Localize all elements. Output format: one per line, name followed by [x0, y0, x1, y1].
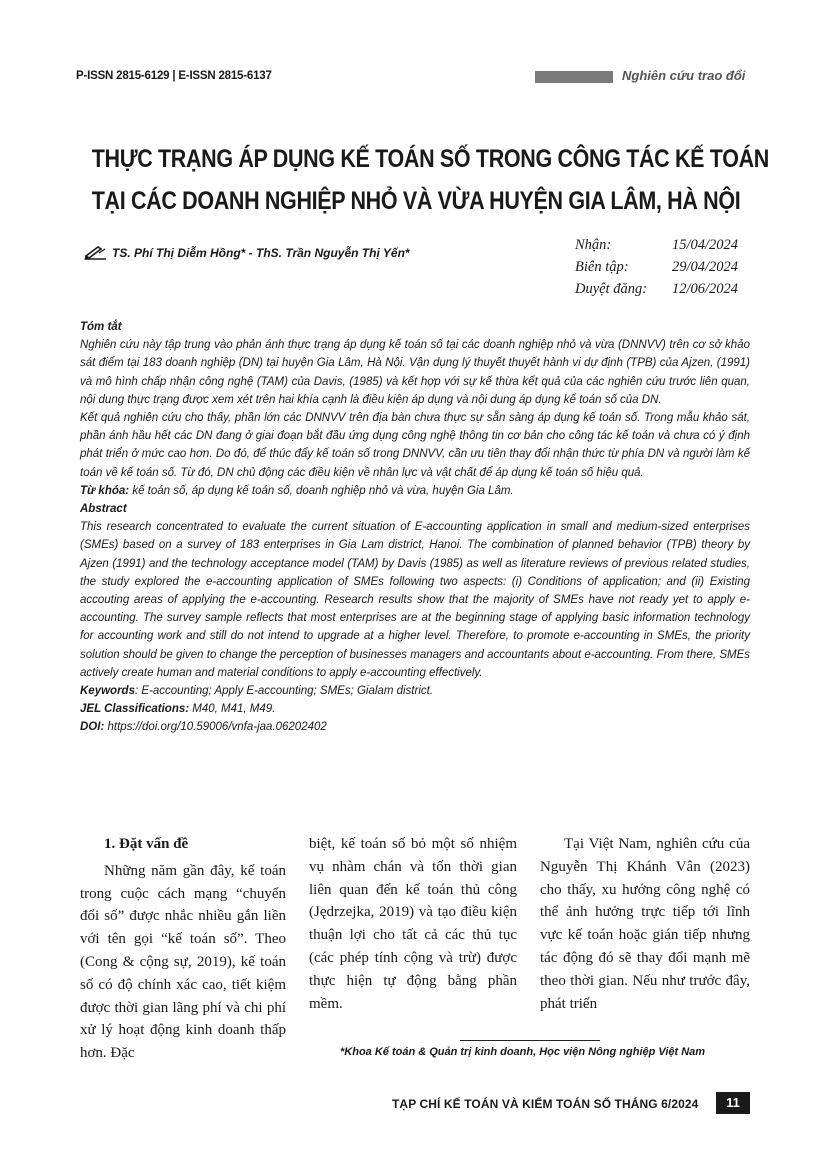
- body-paragraph: biệt, kế toán số bỏ một số nhiệm vụ nhàm chán và tốn thời gian liên quan đến kế toán thủ công (Jędrzejka, 2019) và tạo điều kiện thuận lợi cho tất cả các thủ tục (các phép tính cộng và trừ) được thực hiện tự động bằng phần mềm.: [309, 836, 517, 1012]
- date-label: Nhận:: [575, 237, 612, 253]
- doi-link[interactable]: https://doi.org/10.59006/vnfa-jaa.06202402: [104, 721, 327, 734]
- abstract-en-paragraph: This research concentrated to evaluate the current situation of E-accounting application in small and medium-sized enterprises (SMEs) based on a survey of 183 enterprises in Gia Lam district, Hanoi. The combination of planned behavior (TPB) theory by Ajzen (1991) and the technology acceptance model (TAM) by Davis (1985) as well as literature reviews of previous related studies, the study explored the e-accounting application of SMEs following two aspects: (i) Conditions of application; and (ii) Existing accouting areas of applying the e-accounting. Research results show that the majority of SMEs have not ready yet to apply e-accounting. The survey sample reflects that most enterprises are at the beginning stage of applying basic information technology for accounting work and still do not intend to upgrade at a higher level. Therefore, to promote e-accounting in SMEs, the priority solution should be given to change the perception of businesses managers and accountants about e-accounting. From there, SMEs actively create human and material conditions to apply e-accounting effectively.: [80, 521, 750, 679]
- footnote-divider: [460, 1040, 600, 1041]
- body-paragraph: Tại Việt Nam, nghiên cứu của Nguyễn Thị Khánh Vân (2023) cho thấy, xu hướng công nghệ có thể ảnh hưởng trực tiếp tới lĩnh vực kế toán hoặc gián tiếp nhưng tác động đó sẽ thay đổi mạnh mẽ theo thời gian. Nếu như trước đây, phát triển: [540, 836, 750, 1012]
- submission-dates: [575, 234, 750, 300]
- date-value: 15/04/2024: [672, 237, 739, 253]
- footnote: *Khoa Kế toán & Quản trị kinh doanh, Học viện Nông nghiệp Việt Nam: [340, 1046, 706, 1058]
- date-label: Biên tập:: [575, 259, 629, 275]
- body-column-2: [309, 833, 517, 1015]
- date-row: [575, 256, 750, 278]
- date-row: [575, 278, 750, 300]
- abstract-vi-paragraph: Kết quả nghiên cứu cho thấy, phần lớn các DNNVV trên địa bàn chưa thực sự sẵn sàng áp dụng kế toán số. Trong mẫu khảo sát, phần ánh hầu hết các DN đang ở giai đoạn bắt đầu ứng dụng công nghệ thông tin cơ bản cho công tác kế toán và chưa có ý định phát triển ở mức cao hơn. Do đó, để thúc đẩy kế toán số trong DNNVV, cần ưu tiên thay đổi nhận thức từ phía DN và người làm kế toán về kế toán số. Từ đó, DN chủ động các điều kiện về nhân lực và vật chất để áp dụng kế toán số hiệu quả.: [80, 412, 750, 479]
- body-column-3: [540, 833, 750, 1015]
- authors: TS. Phí Thị Diễm Hồng* - ThS. Trần Nguyễn Thị Yến*: [112, 246, 410, 260]
- date-value: 12/06/2024: [672, 281, 739, 297]
- doi: [80, 718, 750, 736]
- keywords-vi-text: kế toán số, áp dụng kế toán số, doanh nghiệp nhỏ và vừa, huyện Gia Lâm.: [132, 484, 514, 497]
- section-heading: 1. Đặt vấn đề: [104, 836, 189, 852]
- jel-classifications: [80, 700, 750, 718]
- section-label: Nghiên cứu trao đổi: [622, 68, 746, 83]
- title-line-1: THỰC TRẠNG ÁP DỤNG KẾ TOÁN SỐ TRONG CÔNG TÁC KẾ TOÁN: [91, 145, 769, 173]
- keywords-en-label: Keywords: [80, 685, 135, 698]
- jel-label: JEL Classifications:: [80, 703, 190, 716]
- abstract-vi-heading: Tóm tắt: [80, 321, 122, 333]
- keywords-en-text: : E-accounting; Apply E-accounting; SMEs; Gialam district.: [134, 685, 434, 698]
- date-label: Duyệt đăng:: [575, 281, 648, 297]
- pen-icon: [84, 244, 108, 260]
- jel-text: M40, M41, M49.: [189, 703, 276, 716]
- keywords-vi: [80, 482, 750, 500]
- abstract-en-heading: Abstract: [80, 503, 127, 516]
- keywords-en: [80, 682, 750, 700]
- title-line-2: TẠI CÁC DOANH NGHIỆP NHỎ VÀ VỪA HUYỆN GIA LÂM, HÀ NỘI: [91, 187, 741, 215]
- issn-header: P-ISSN 2815-6129 | E-ISSN 2815-6137: [76, 70, 272, 82]
- section-bar: [535, 71, 613, 83]
- abstract-vi-paragraph: Nghiên cứu này tập trung vào phản ánh thực trạng áp dụng kế toán số tại các doanh nghiệp nhỏ và vừa (DNNVV) trên cơ sở khảo sát điểm tại 183 doanh nghiệp (DN) tại huyện Gia Lâm, Hà Nội. Vận dụng lý thuyết thuyết hành vi dự định (TPB) của Ajzen, (1991) và mô hình chấp nhận công nghệ (TAM) của Davis, (1985) và kết hợp với sự kế thừa kết quả của các nghiên cứu trước liên quan, nội dung thực trạng được xem xét trên hai khía cạnh là điều kiện áp dụng và nội dung áp dụng kế toán số của DN.: [80, 339, 750, 406]
- body-column-1: [80, 833, 286, 1065]
- date-value: 29/04/2024: [672, 259, 739, 275]
- date-row: [575, 234, 750, 256]
- article-title: [91, 138, 769, 222]
- page-number: 11: [716, 1092, 750, 1114]
- body-paragraph: Những năm gần đây, kế toán trong cuộc cách mạng “chuyển đổi số” được nhắc nhiều gắn liền với tên gọi “kế toán số”. Theo (Cong & cộng sự, 2019), kế toán số có độ chính xác cao, tiết kiệm được thời gian lãng phí và chi phí xử lý hoạt động kinh doanh thấp hơn. Đặc: [80, 862, 286, 1062]
- journal-footer: TẠP CHÍ KẾ TOÁN VÀ KIỂM TOÁN SỐ THÁNG 6/2024: [392, 1097, 699, 1111]
- doi-label: DOI:: [80, 721, 105, 734]
- abstract-block: [80, 318, 750, 737]
- keywords-vi-label: Từ khóa:: [80, 484, 130, 497]
